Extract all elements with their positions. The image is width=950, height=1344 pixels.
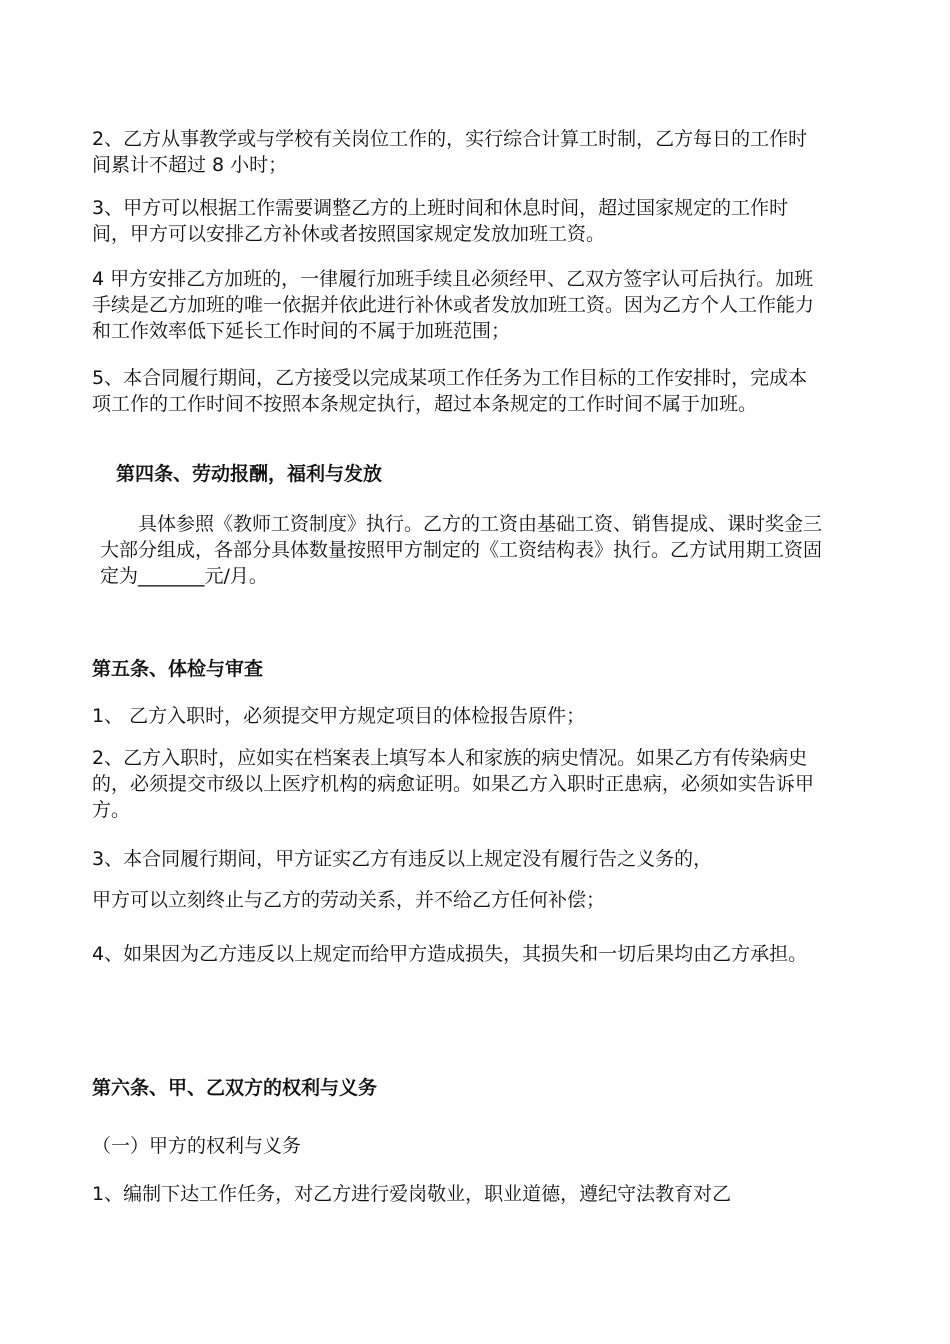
section-heading-article-5: 第五条、体检与审查 [92,658,264,680]
paragraph-overtime-4: 4 甲方安排乙方加班的，一律履行加班手续且必须经甲、乙双方签字认可后执行。加班手续是乙方加班的唯一依据并依此进行补休或者发放加班工资。因为乙方个人工作能力和工作效率低下延长工作时间的不属于加班范围； [92,268,815,342]
paragraph-medical-1: 1、 乙方入职时，必须提交甲方规定项目的体检报告原件； [92,705,586,727]
paragraph-medical-2: 2、乙方入职时，应如实在档案表上填写本人和家族的病史情况。如果乙方有传染病史的，必须提交市级以上医疗机构的病愈证明。如果乙方入职时正患病，必须如实告诉甲方。 [92,747,815,821]
paragraph-medical-3: 3、本合同履行期间，甲方证实乙方有违反以上规定没有履行告之义务的， [92,848,713,870]
paragraph-medical-4: 4、如果因为乙方违反以上规定而给甲方造成损失，其损失和一切后果均由乙方承担。 [92,943,808,965]
paragraph-working-hours-2: 2、乙方从事教学或与学校有关岗位工作的，实行综合计算工时制，乙方每日的工作时间累计不超过 8 小时； [92,128,808,176]
section-heading-article-4: 第四条、劳动报酬，福利与发放 [116,463,383,485]
paragraph-task-based-5: 5、本合同履行期间，乙方接受以完成某项工作任务为工作目标的工作安排时，完成本项工作的工作时间不按照本条规定执行，超过本条规定的工作时间不属于加班。 [92,367,808,415]
section-heading-article-6: 第六条、甲、乙双方的权利与义务 [92,1077,378,1099]
paragraph-salary: 具体参照《教师工资制度》执行。乙方的工资由基础工资、销售提成、课时奖金三大部分组成，各部分具体数量按照甲方制定的《工资结构表》执行。乙方试用期工资固定为_______元/月。 [100,513,823,587]
paragraph-medical-3-cont: 甲方可以立刻终止与乙方的劳动关系，并不给乙方任何补偿； [92,889,606,911]
subsection-heading-party-a: （一）甲方的权利与义务 [92,1135,302,1157]
paragraph-party-a-1: 1、编制下达工作任务，对乙方进行爱岗敬业，职业道德，遵纪守法教育对乙 [92,1183,732,1205]
paragraph-working-hours-3: 3、甲方可以根据工作需要调整乙方的上班时间和休息时间，超过国家规定的工作时间，甲方可以安排乙方补休或者按照国家规定发放加班工资。 [92,197,789,245]
